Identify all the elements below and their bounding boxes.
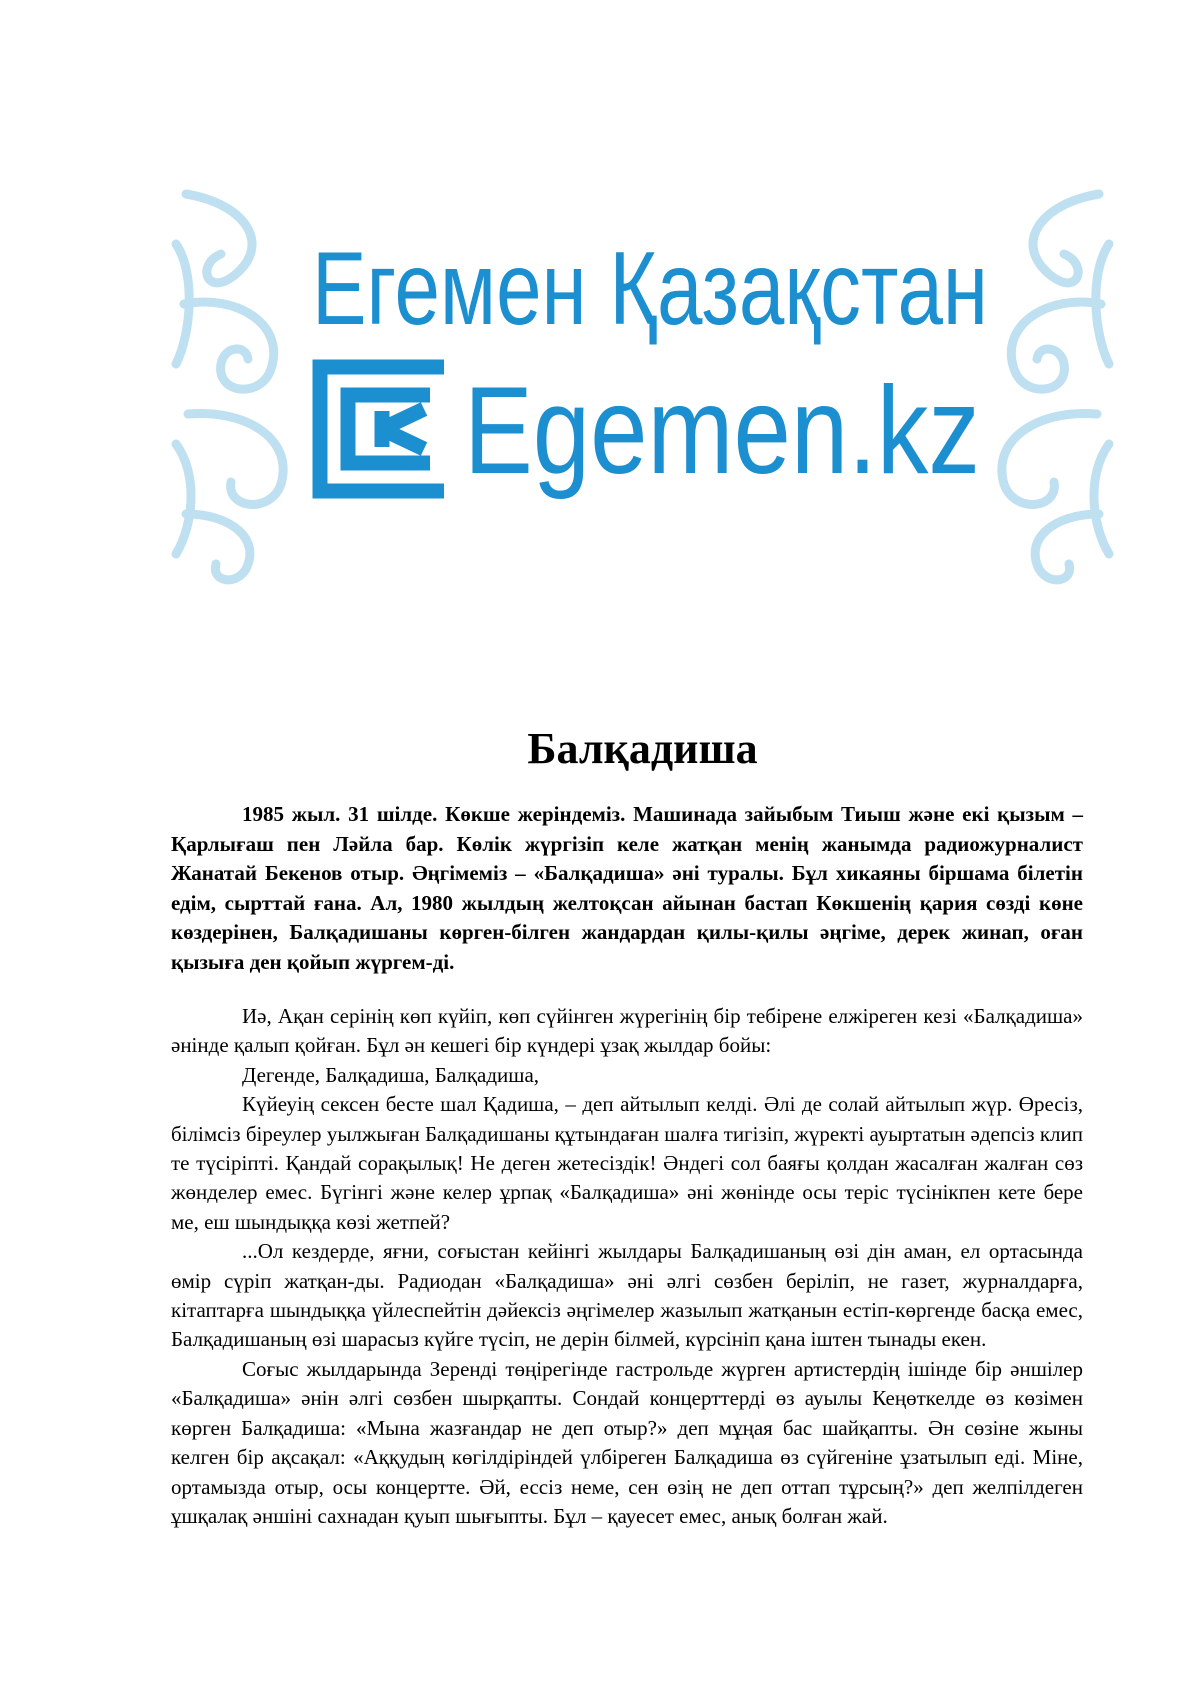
- masthead-title: [312, 216, 992, 346]
- article-headline: Балқадиша: [527, 724, 758, 773]
- paragraph: Дегенде, Балқадиша, Балқадиша,: [242, 1062, 540, 1087]
- svg-text:Егемен Қазақстан: Егемен Қазақстан: [312, 231, 988, 347]
- egemen-logo-icon: [312, 359, 452, 499]
- article-body: [171, 1002, 1083, 1531]
- paragraph: Соғыс жылдарында Зеренді төңірегінде гастрольде жүрген артистердің ішінде бір әншілер «Балқадиша» әнін әлгі сөзбен шырқапты. Сондай концерттерді өз ауылы Кеңөткелде өз көзімен көрген Балқадиша: «Мына жазғандар не деп отыр?» деп мұңая бас шайқапты. Ән сөзіне жыны келген бір ақсақал: «Аққудың көгілдіріндей үлбіреген Балқадиша өз сүйгеніне ұзатылып еді. Міне, ортамызда отыр, осы концертте. Әй, ессіз неме, сен өзің не деп оттап тұрсың?» деп желпілдеген ұшқалақ әншіні сахнадан қуып шығыпты. Бұл – қауесет емес, анық болған жай.: [171, 1356, 1083, 1528]
- paragraph: ...Ол кездерде, яғни, соғыстан кейінгі жылдары Балқадишаның өзі дін аман, ел ортасында өмір сүріп жатқан-ды. Радиодан «Балқадиша» әні әлгі сөзбен беріліп, не газет, журналдарға, кітаптарға шындыққа үйлеспейтін дәйексіз әңгімелер жазылып жатқанын естіп-көргенде басқа емес, Балқадишаның өзі шарасыз күйге түсіп, не дерін білмей, күрсініп қана іштен тынады екен.: [171, 1239, 1083, 1352]
- site-logo: [312, 359, 992, 499]
- paragraph: Иә, Ақан серінің көп күйіп, көп сүйінген жүрегінің бір тебірене елжіреген кезі «Балқадиша» әнінде қалып қойған. Бұл ән кешегі бір күндері ұзақ жылдар бойы:: [171, 1004, 1083, 1058]
- ornament-left-icon: [176, 184, 326, 595]
- paragraph: Күйеуің сексен бесте шал Қадиша, – деп айтылып келді. Әлі де солай айтылып жүр. Өресіз, білімсіз біреулер уылжыған Балқадишаны құтындаған шалға тигізіп, жүректі ауыртатын әдепсіз клип те түсіріпті. Қандай сорақылық! Не деген жетесіздік! Әндегі сол баяғы қолдан жасалған жалған сөз жөнделер емес. Бүгінгі және келер ұрпақ «Балқадиша» әні жөнінде осы теріс түсінікпен кете бере ме, еш шындыққа көзі жетпей?: [171, 1092, 1083, 1234]
- masthead-banner: [176, 184, 1109, 595]
- site-name: [464, 361, 984, 500]
- svg-text:Egemen.kz: Egemen.kz: [464, 362, 980, 500]
- article-lead: 1985 жыл. 31 шілде. Көкше жеріндеміз. Машинада зайыбым Тиыш және екі қызым – Қарлығаш пен Ләйла бар. Көлік жүргізіп келе жатқан менің жанымда радиожурналист Жанатай Бекенов отыр. Әңгімеміз – «Балқадиша» әні туралы. Бұл хикаяны біршама білетін едім, сырттай ғана. Ал, 1980 жылдың желтоқсан айынан бастап Көкшенің қария сөзді көне көздерінен, Балқадишаны көрген-білген жандардан қилы-қилы әңгіме, дерек жинап, оған қызыға ден қойып жүргем-ді.: [171, 802, 1083, 974]
